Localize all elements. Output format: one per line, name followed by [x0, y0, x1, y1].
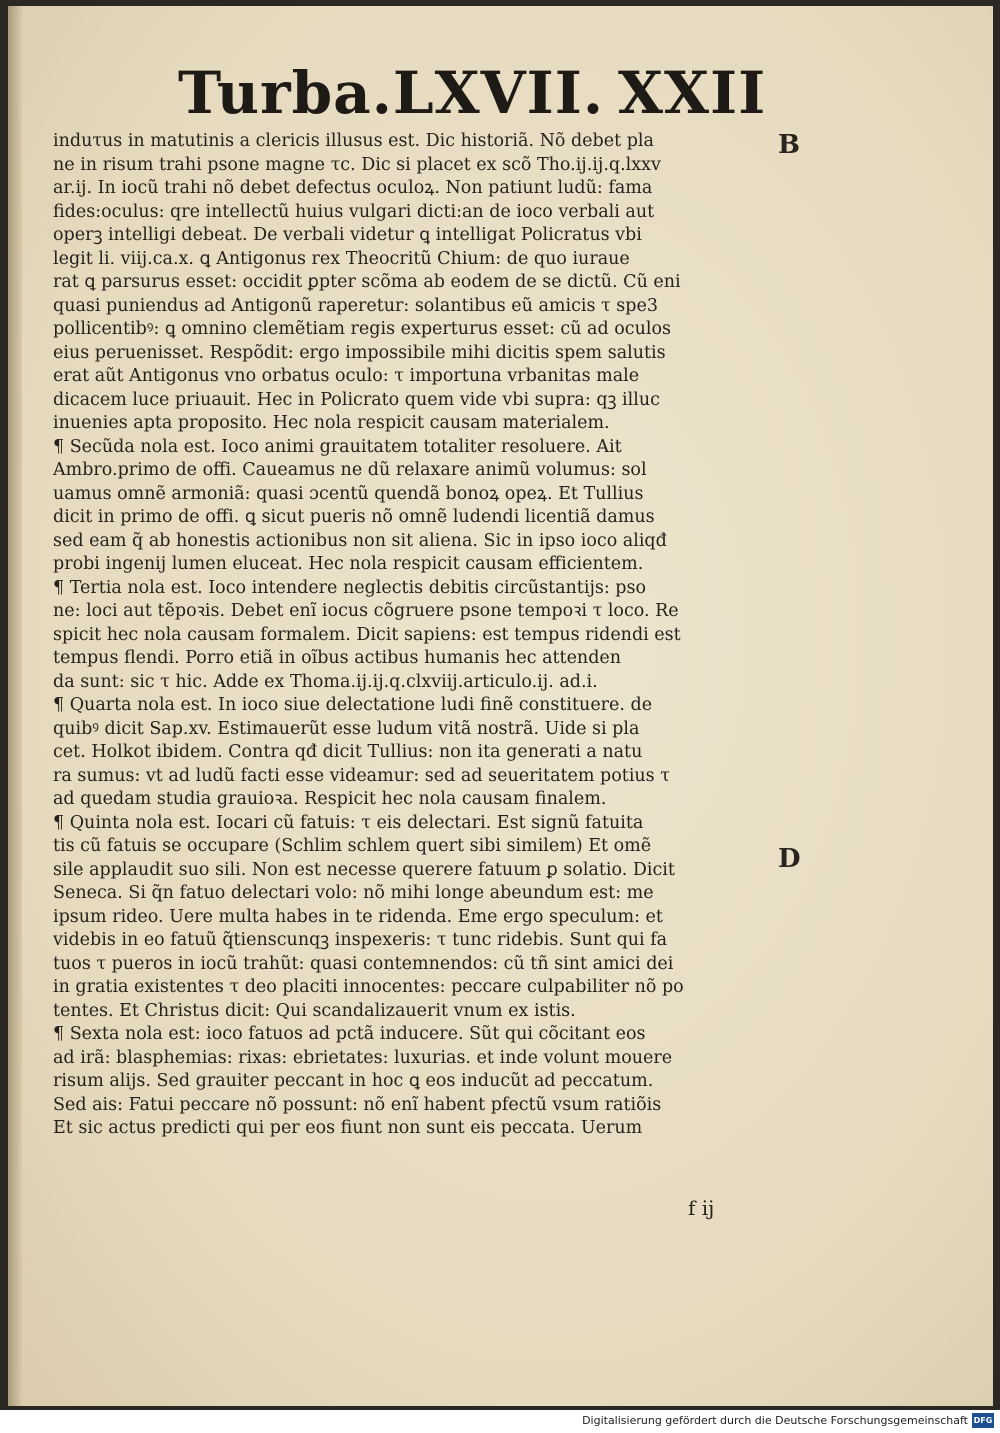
text-line: fides:oculus: qre intellectũ huius vulgari dicti:an de ioco verbali aut: [53, 201, 655, 222]
text-line: in gratia existentes τ deo placiti innocentes: peccare culpabiliter nõ po: [53, 977, 684, 997]
text-line: ar.ij. In iocũ trahi nõ debet defectus oculoꝝ. Non patiunt ludũ: fama: [53, 178, 653, 198]
margin-mark-b: B: [778, 130, 800, 160]
text-line: induτus in matutinis a clericis illusus est. Dic historiã. Nõ debet pla: [53, 131, 654, 151]
text-line: ipsum rideo. Uere multa habes in te ridenda. Eme ergo speculum: et: [53, 906, 663, 927]
folio-number: XXII: [618, 59, 767, 127]
text-line: eius peruenisset. Respõdit: ergo impossibile mihi dicitis spem salutis: [53, 342, 666, 363]
text-line: Seneca. Si q̃n fatuo delectari volo: nõ mihi longe abeundum est: me: [53, 883, 654, 903]
text-line: tempus flendi. Porro etiã in oĩbus actibus humanis hec attenden: [53, 648, 622, 668]
text-line: uamus omnẽ armoniã: quasi ɔcentũ quendã bonoꝝ opeꝝ. Et Tullius: [53, 483, 644, 504]
text-line: ra sumus: vt ad ludũ facti esse videamur: sed ad seueritatem potius τ: [53, 765, 670, 786]
text-line: videbis in eo fatuũ q̃tienscunqꝫ inspexeris: τ tunc ridebis. Sunt qui fa: [53, 930, 668, 950]
text-line: ¶ Tertia nola est. Ioco intendere neglectis debitis circũstantijs: pso: [53, 577, 647, 598]
text-line: quasi puniendus ad Antigonũ raperetur: solantibus eũ amicis τ spe3: [53, 295, 658, 316]
body-text: [53, 130, 783, 1141]
running-title: Turba.LXVII.: [178, 59, 605, 127]
text-line: ¶ Quarta nola est. In ioco siue delectatione ludi finẽ constituere. de: [53, 695, 653, 715]
text-line: rat ꝗ parsurus esset: occidit ꝑpter scõma ab eodem de se dictũ. Cũ eni: [53, 272, 681, 292]
book-page: [8, 6, 993, 1406]
dfg-logo: DFG: [972, 1413, 994, 1428]
text-line: risum alijs. Sed grauiter peccant in hoc ꝗ eos inducũt ad peccatum.: [53, 1071, 654, 1091]
text-line: operꝫ intelligi debeat. De verbali videtur ꝗ intelligat Policratus vbi: [53, 225, 642, 245]
text-line: ad irã: blasphemias: rixas: ebrietates: luxurias. et inde volunt mouere: [53, 1047, 673, 1068]
digitization-footer: [0, 1410, 1000, 1433]
text-line: ad quedam studia grauioꝛa. Respicit hec nola causam finalem.: [53, 789, 607, 809]
signature-mark: f ij: [688, 1196, 715, 1220]
text-line: ¶ Secũda nola est. Ioco animi grauitatem totaliter resoluere. Ait: [53, 436, 622, 457]
footer-credit: Digitalisierung gefördert durch die Deutsche Forschungsgemeinschaft: [582, 1414, 968, 1427]
page-binding-edge: [8, 6, 22, 1406]
text-line: cet. Holkot ibidem. Contra qđ dicit Tullius: non ita generati a natu: [53, 742, 643, 762]
text-line: dicit in primo de offi. ꝗ sicut pueris nõ omnẽ ludendi licentiã damus: [53, 507, 655, 527]
text-line: da sunt: sic τ hic. Adde ex Thoma.ij.ij.q.clxviij.articulo.ij. ad.i.: [53, 671, 598, 692]
text-line: ne: loci aut tẽpoꝛis. Debet enĩ iocus cõgruere psone tempoꝛi τ loco. Re: [53, 601, 679, 621]
text-line: erat aũt Antigonus vno orbatus oculo: τ importuna vrbanitas male: [53, 366, 640, 386]
page-header: [178, 58, 778, 128]
text-line: ne in risum trahi psone magne τc. Dic si placet ex scõ Tho.ij.ij.q.lxxv: [53, 154, 661, 175]
text-line: ¶ Quinta nola est. Iocari cũ fatuis: τ eis delectari. Est signũ fatuita: [53, 812, 644, 833]
text-line: tis cũ fatuis se occupare (Schlim schlem quert sibi similem) Et omẽ: [53, 836, 652, 856]
text-line: legit li. viij.ca.x. ꝗ Antigonus rex Theocritũ Chium: de quo iuraue: [53, 248, 630, 269]
text-line: Sed ais: Fatui peccare nõ possunt: nõ enĩ habent pfectũ vsum ratiõis: [53, 1094, 662, 1115]
text-line: tuos τ pueros in iocũ trahũt: quasi contemnendos: cũ tñ sint amici dei: [53, 953, 674, 974]
text-line: quibꝰ dicit Sap.xv. Estimauerũt esse ludum vitã nostrã. Uide si pla: [53, 718, 640, 739]
text-line: tentes. Et Christus dicit: Qui scandalizauerit vnum ex istis.: [53, 1000, 576, 1021]
text-line: Ambro.primo de offi. Caueamus ne dũ relaxare animũ volumus: sol: [53, 460, 647, 480]
margin-mark-d: D: [778, 844, 801, 874]
text-line: ¶ Sexta nola est: ioco fatuos ad pctã inducere. Sũt qui cõcitant eos: [53, 1024, 646, 1044]
text-line: probi ingenij lumen eluceat. Hec nola respicit causam efficientem.: [53, 554, 644, 574]
text-line: sile applaudit suo sili. Non est necesse querere fatuum ꝑ solatio. Dicit: [53, 859, 675, 880]
text-line: inuenies apta proposito. Hec nola respicit causam materialem.: [53, 413, 610, 433]
text-line: pollicentibꝰ: ꝗ omnino clemẽtiam regis experturus esset: cũ ad oculos: [53, 319, 671, 339]
text-line: spicit hec nola causam formalem. Dicit sapiens: est tempus ridendi est: [53, 624, 681, 645]
text-line: sed eam q̃ ab honestis actionibus non sit aliena. Sic in ipso ioco aliqđ: [53, 530, 667, 551]
text-line: dicacem luce priuauit. Hec in Policrato quem vide vbi supra: qꝫ illuc: [53, 389, 660, 410]
text-line: Et sic actus predicti qui per eos fiunt non sunt eis peccata. Uerum: [53, 1118, 643, 1138]
